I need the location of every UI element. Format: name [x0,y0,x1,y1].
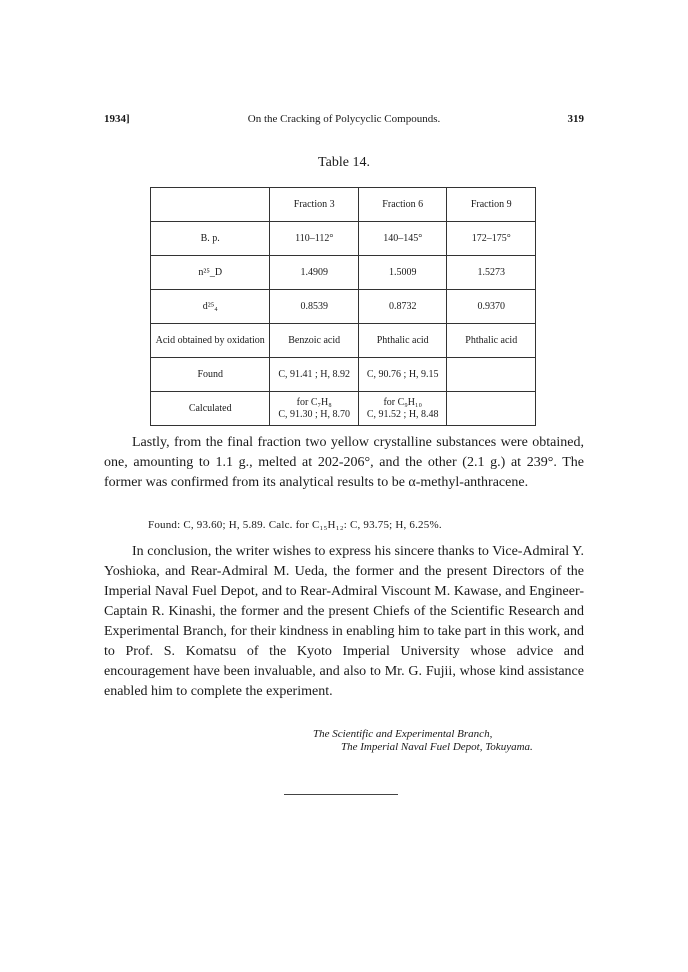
table-row [151,222,536,256]
header-year: 1934] [104,113,130,125]
data-table [150,187,536,426]
table-cell [447,358,536,392]
table-cell: 0.8539 [270,290,359,324]
table-header-fraction-3: Fraction 3 [270,188,359,222]
table-header-row [151,188,536,222]
affiliation-line-2: The Imperial Naval Fuel Depot, Tokuyama. [341,741,533,753]
row-label: n²⁵_D [151,256,270,290]
calc-values: C, 91.52 ; H, 8.48 [366,408,439,420]
table-row [151,256,536,290]
table-cell: Benzoic acid [270,324,359,358]
body-paragraph-1: Lastly, from the final fraction two yellow crystalline substances were obtained, one, amounting to 1.1 g., melted at 202-206°, and the other (2.1 g.) at 239°. The former was confirmed from its analytical results to be α-methyl-anthracene. [104,435,584,490]
table-cell [358,392,447,426]
row-label: Calculated [151,392,270,426]
table-cell [447,392,536,426]
table-header-fraction-9: Fraction 9 [447,188,536,222]
table-header-empty [151,188,270,222]
table-row [151,358,536,392]
header-title: On the Cracking of Polycyclic Compounds. [247,113,441,125]
table-header-fraction-6: Fraction 6 [358,188,447,222]
row-label: d²⁵₄ [151,290,270,324]
table-cell [270,392,359,426]
table-row [151,290,536,324]
table-cell: C, 91.41 ; H, 8.92 [270,358,359,392]
body-paragraph-2: In conclusion, the writer wishes to express his sincere thanks to Vice-Admiral Y. Yoshioka, and Rear-Admiral M. Ueda, the former and the present Directors of the Imperial Naval Fuel Depot, and to Rear-Admiral Viscount M. Kawase, and Engineer-Captain R. Kinashi, the former and the present Chiefs of the Scientific Research and Experimental Branch, for their kindness in enabling him to take part in this work, and to Prof. S. Komatsu of the Kyoto Imperial University whose advice and encouragement have been invaluable, and also to Mr. G. Fujii, whose kind assistance enabled him to complete the experiment. [104,544,584,699]
row-label: Acid obtained by oxidation [151,324,270,358]
table-cell: 172–175° [447,222,536,256]
table-cell: C, 90.76 ; H, 9.15 [358,358,447,392]
table-cell: 140–145° [358,222,447,256]
table-row [151,324,536,358]
table-cell: 1.5009 [358,256,447,290]
table-row [151,392,536,426]
analysis-line: Found: C, 93.60; H, 5.89. Calc. for C₁₅H₁₂: C, 93.75; H, 6.25%. [148,519,442,531]
calc-formula: for C₇H₈ [296,396,332,408]
table-cell: 1.4909 [270,256,359,290]
table-cell: 1.5273 [447,256,536,290]
table-cell: Phthalic acid [358,324,447,358]
table-cell: 110–112° [270,222,359,256]
calc-formula: for C₉H₁₀ [383,396,422,408]
affiliation-line-1: The Scientific and Experimental Branch, [313,728,493,740]
running-header [104,113,584,129]
row-label: Found [151,358,270,392]
calc-values: C, 91.30 ; H, 8.70 [278,408,351,420]
end-rule [284,794,398,795]
row-label: B. p. [151,222,270,256]
table-title: Table 14. [318,155,370,170]
table-cell: Phthalic acid [447,324,536,358]
table-cell: 0.8732 [358,290,447,324]
table-cell: 0.9370 [447,290,536,324]
page-number: 319 [567,113,584,125]
